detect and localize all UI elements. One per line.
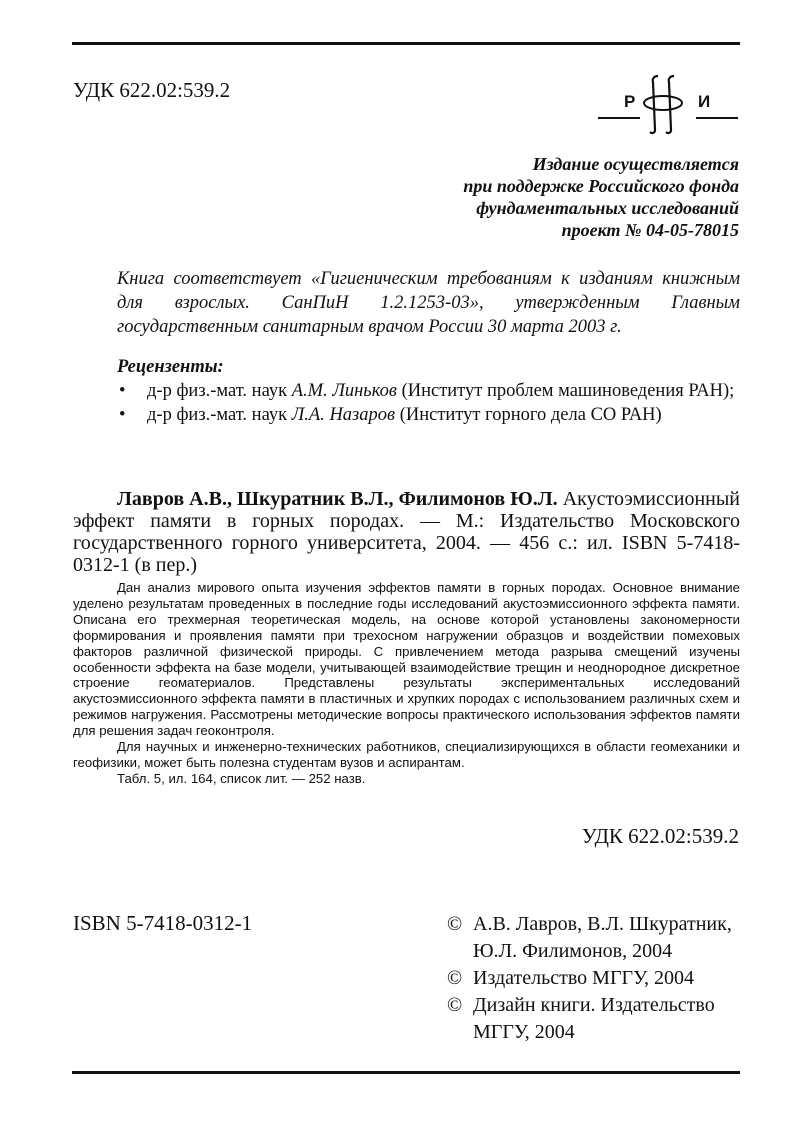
logo-letter-right: И bbox=[698, 92, 711, 111]
reviewer-item bbox=[117, 379, 740, 403]
bottom-rule bbox=[72, 1071, 740, 1074]
bibliographic-text: Акустоэмиссионный эффект памяти в горных породах. — М.: Издательство Московского государственного горного университета, 2004. — 456 с.: ил. ISBN 5-7418-0312-1 (в пер.) bbox=[73, 488, 740, 576]
support-line: Издание осуществляется bbox=[532, 154, 739, 174]
abstract bbox=[73, 580, 740, 787]
reviewers-heading: Рецензенты: bbox=[117, 357, 224, 377]
support-note bbox=[319, 153, 739, 241]
reviewer-degree: д-р физ.-мат. наук bbox=[147, 405, 292, 425]
support-line: проект № 04-05-78015 bbox=[561, 220, 739, 240]
copyright-icon: © bbox=[447, 967, 463, 989]
bullet-icon: • bbox=[119, 405, 126, 425]
hygiene-note: Книга соответствует «Гигиеническим требованиям к изданиям книжным для взрослых. СанПиН 1.2.1253-03», утвержденным Главным государственным санитарным врачом России 30 марта 2003 г. bbox=[117, 269, 740, 337]
reviewer-name: Л.А. Назаров bbox=[291, 405, 396, 425]
reviewer-degree: д-р физ.-мат. наук bbox=[147, 381, 292, 401]
copyright-item bbox=[447, 992, 747, 1046]
copyright-icon: © bbox=[447, 994, 463, 1016]
reviewer-affiliation: (Институт проблем машиноведения РАН); bbox=[396, 381, 735, 401]
reviewer-affiliation: (Институт горного дела СО РАН) bbox=[395, 405, 662, 425]
abstract-paragraph: Дан анализ мирового опыта изучения эффектов памяти в горных породах. Основное внимание уделено результатам проведенных в последние годы исследований акустоэмиссионного эффекта памяти. Описана его трехмерная теоретическая модель, на основе которой установлены закономерности формирования и проявления памяти при трехосном нагружении образцов и воздействии помеховых факторов различной физической природы. С привлечением метода разрыва смещений изучены особенности эффекта на базе модели, учитывающей взаимодействие трещин и неоднородное дискретное строение геоматериалов. Представлены результаты экспериментальных исследований акустоэмиссионного эффекта памяти в пластичных и хрупких породах с использованием различных схем и режимов нагружения. Рассмотрены методические вопросы практического использования эффектов памяти для решения задач геоконтроля. bbox=[73, 580, 740, 739]
copyright-text: А.В. Лавров, В.Л. Шкуратник, Ю.Л. Филимонов, 2004 bbox=[473, 913, 732, 962]
reviewer-name: А.М. Линьков bbox=[291, 381, 397, 401]
support-line: фундаментальных исследований bbox=[476, 198, 739, 218]
udk-bottom: УДК 622.02:539.2 bbox=[581, 824, 739, 848]
audience-paragraph: Для научных и инженерно-технических работников, специализирующихся в области геомеханики и геофизики, может быть полезна студентам вузов и аспирантам. bbox=[73, 739, 740, 770]
logo-letter-left: Р bbox=[624, 92, 636, 111]
stats-paragraph: Табл. 5, ил. 164, список лит. — 252 назв. bbox=[117, 770, 366, 786]
rffi-logo bbox=[598, 72, 738, 134]
copyright-item bbox=[447, 911, 747, 965]
copyright-item bbox=[447, 965, 747, 992]
rffi-logo-icon bbox=[598, 72, 738, 134]
support-line: при поддержке Российского фонда bbox=[463, 176, 739, 196]
copyright-text: Издательство МГГУ, 2004 bbox=[473, 967, 694, 989]
bibliographic-record bbox=[73, 488, 740, 576]
copyright-text: Дизайн книги. Издательство МГГУ, 2004 bbox=[473, 994, 715, 1043]
reviewer-item bbox=[117, 403, 740, 427]
udk-top: УДК 622.02:539.2 bbox=[73, 78, 231, 102]
isbn: ISBN 5-7418-0312-1 bbox=[73, 911, 253, 935]
top-rule bbox=[72, 42, 740, 45]
copyright-icon: © bbox=[447, 913, 463, 935]
authors: Лавров А.В., Шкуратник В.Л., Филимонов Ю.Л. bbox=[117, 488, 558, 510]
reviewers-block bbox=[117, 355, 740, 427]
copyright-block bbox=[447, 911, 747, 1046]
bullet-icon: • bbox=[119, 381, 126, 401]
